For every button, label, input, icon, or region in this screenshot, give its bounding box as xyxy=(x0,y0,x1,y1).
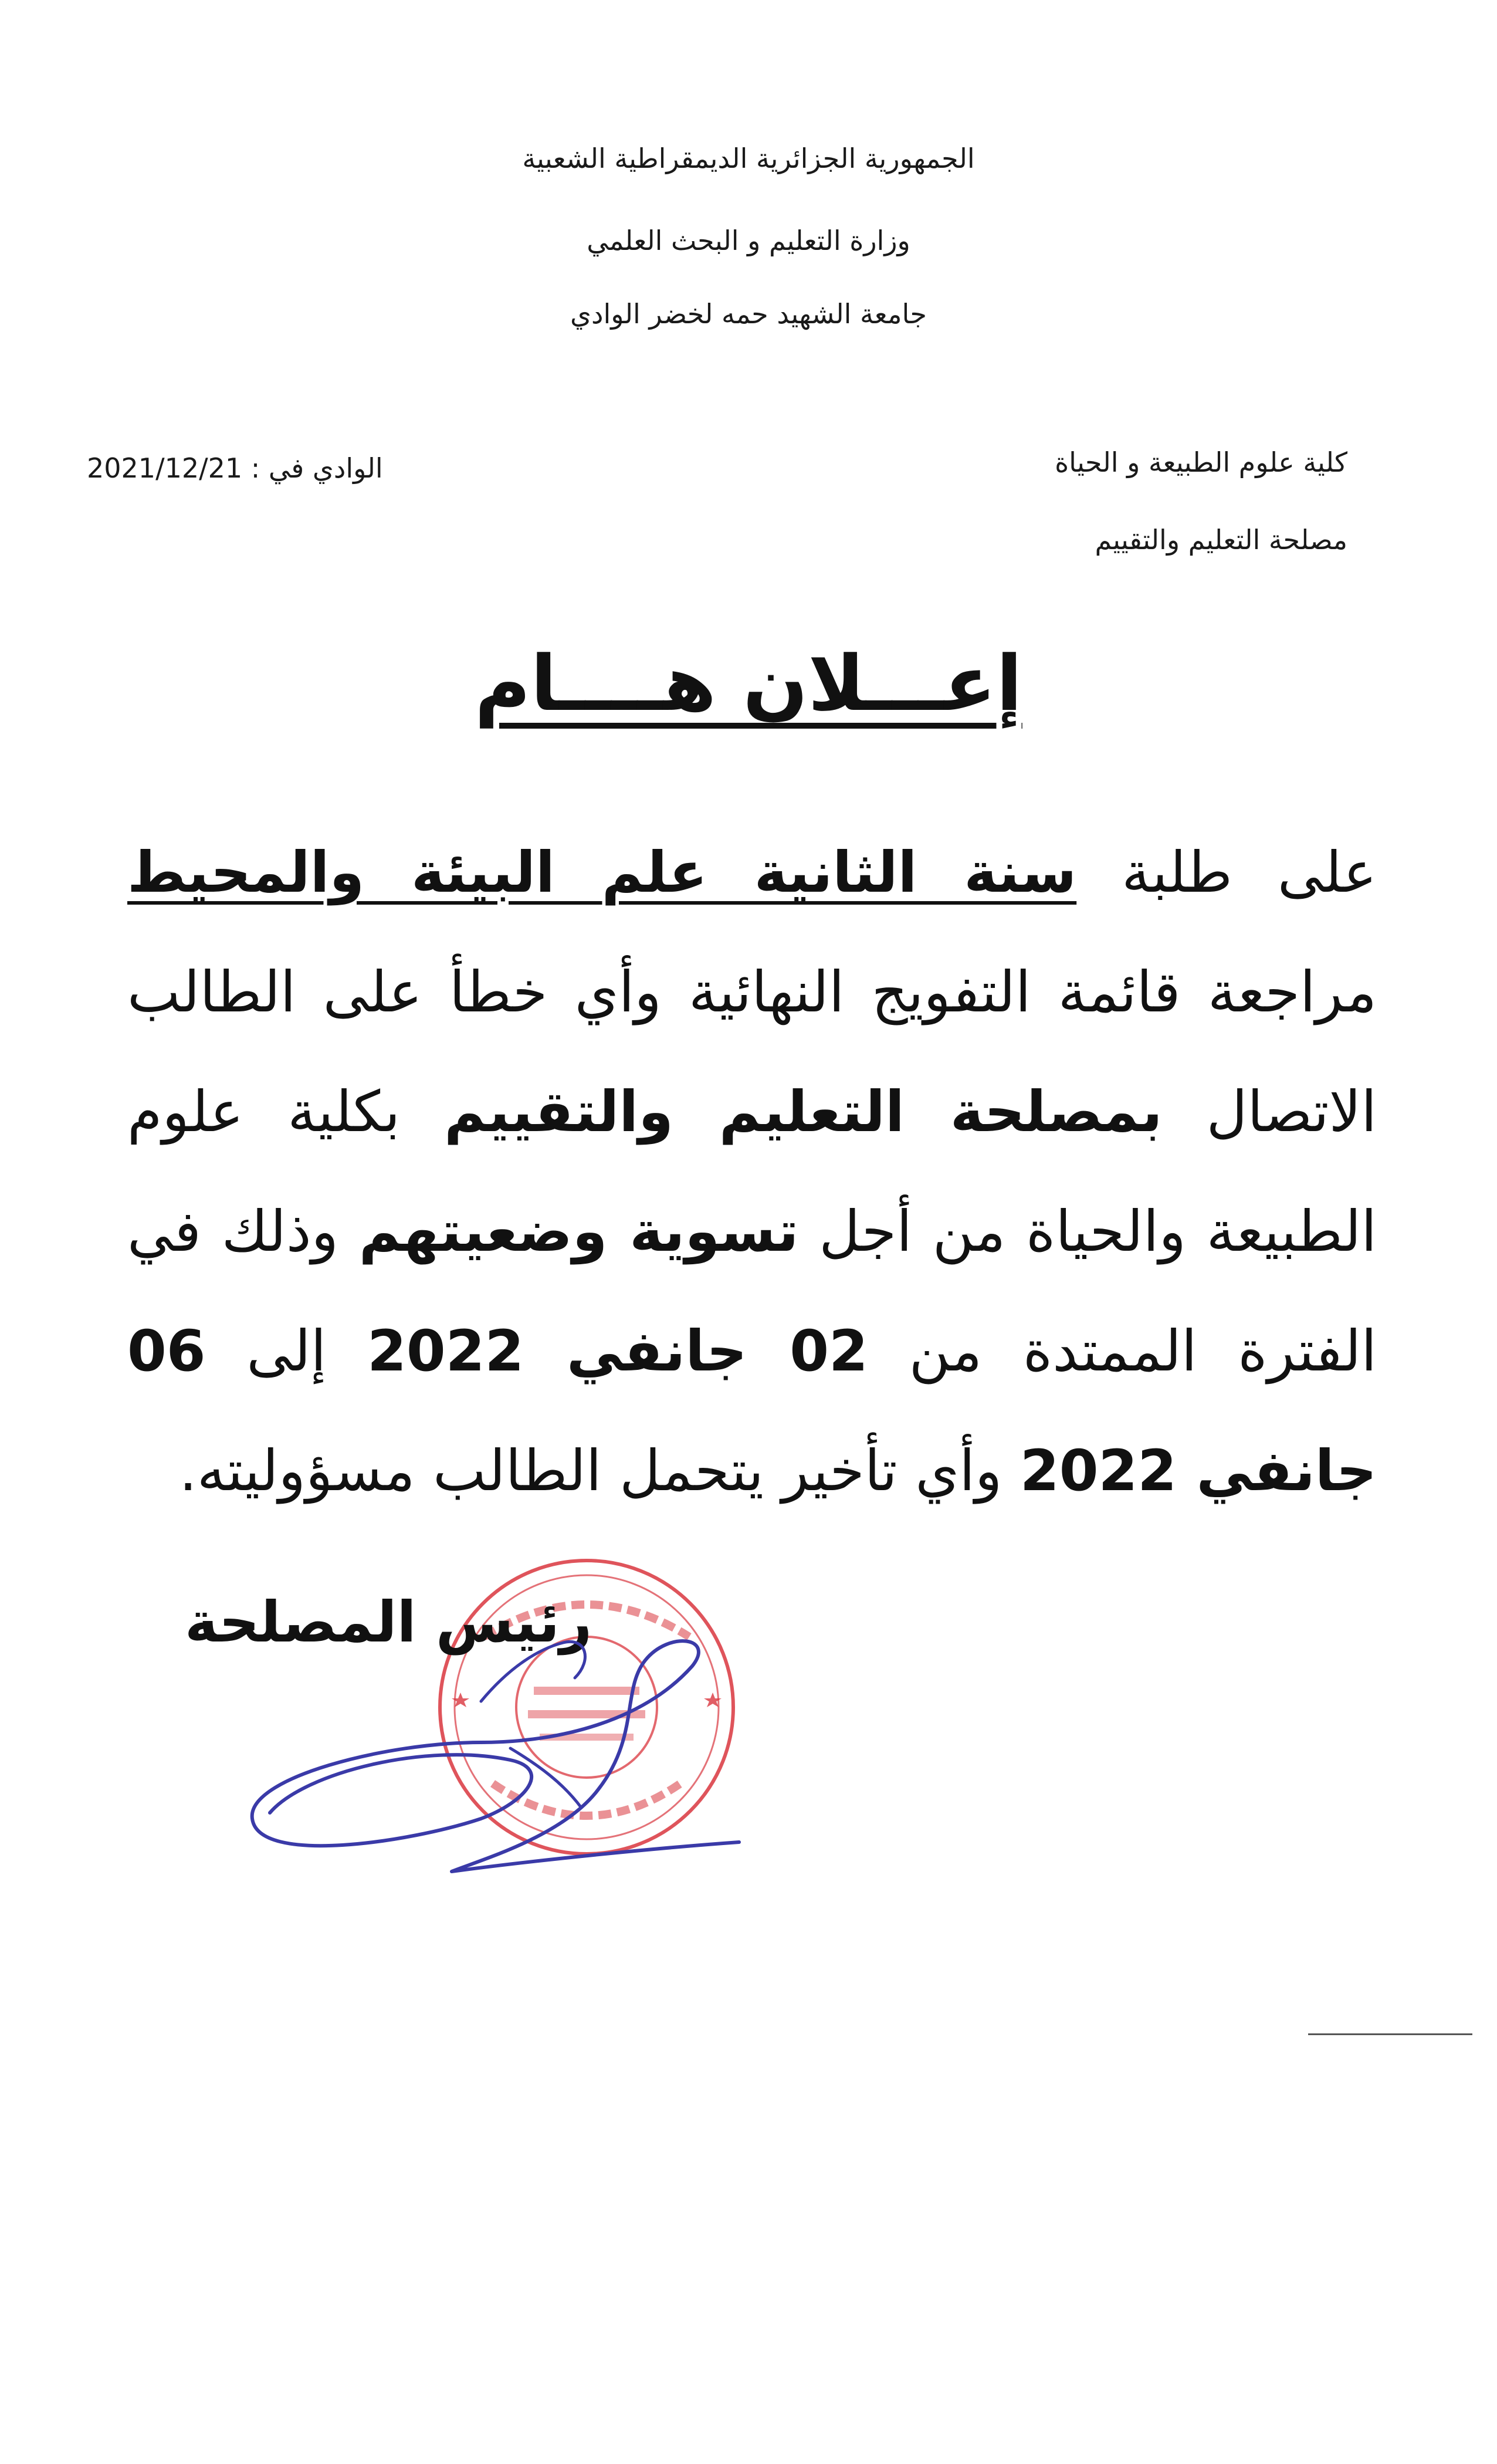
announcement-title: إعـــلان هــــام xyxy=(475,639,1022,728)
body-part-7: وذلك في الفترة الممتدة من xyxy=(127,1199,1377,1384)
header-republic: الجمهورية الجزائرية الديمقراطية الشعبية xyxy=(522,143,975,174)
target-students: سنة الثانية علم البيئة والمحيط xyxy=(127,840,1077,905)
body-part-9: إلى xyxy=(205,1318,368,1384)
announcement-body xyxy=(127,813,1377,1531)
start-date: 02 جانفي 2022 xyxy=(367,1318,868,1384)
header-university: جامعة الشهيد حمه لخضر الوادي xyxy=(570,298,927,330)
body-part-11: وأي تأخير يتحمل الطالب مسؤوليته. xyxy=(179,1438,1020,1504)
announcement-paragraph xyxy=(127,813,1377,1531)
faculty-name: كلية علوم الطبيعة و الحياة xyxy=(1055,446,1347,478)
department-reference: بمصلحة التعليم والتقييم xyxy=(444,1079,1163,1145)
header-ministry: وزارة التعليم و البحث العلمي xyxy=(587,225,910,256)
place-date xyxy=(87,451,383,486)
signature-title: رئيس المصلحة xyxy=(185,1589,592,1655)
department-name: مصلحة التعليم والتقييم xyxy=(1095,524,1347,556)
place-label: الوادي في : xyxy=(250,452,383,484)
body-part-1: على طلبة xyxy=(1076,840,1377,905)
purpose: تسوية وضعيتهم xyxy=(358,1199,799,1264)
end-date: 06 جانفي 2022 xyxy=(127,1318,1377,1504)
body-part-5: بكلية علوم الطبيعة والحياة من أجل xyxy=(127,1079,1377,1264)
body-part-3: مراجعة قائمة التفويج النهائية وأي خطأ على الطالب الاتصال xyxy=(127,959,1377,1145)
handwritten-signature xyxy=(235,1596,763,1924)
issue-date: 2021/12/21 xyxy=(87,452,243,484)
footer-rule xyxy=(1308,2033,1472,2035)
